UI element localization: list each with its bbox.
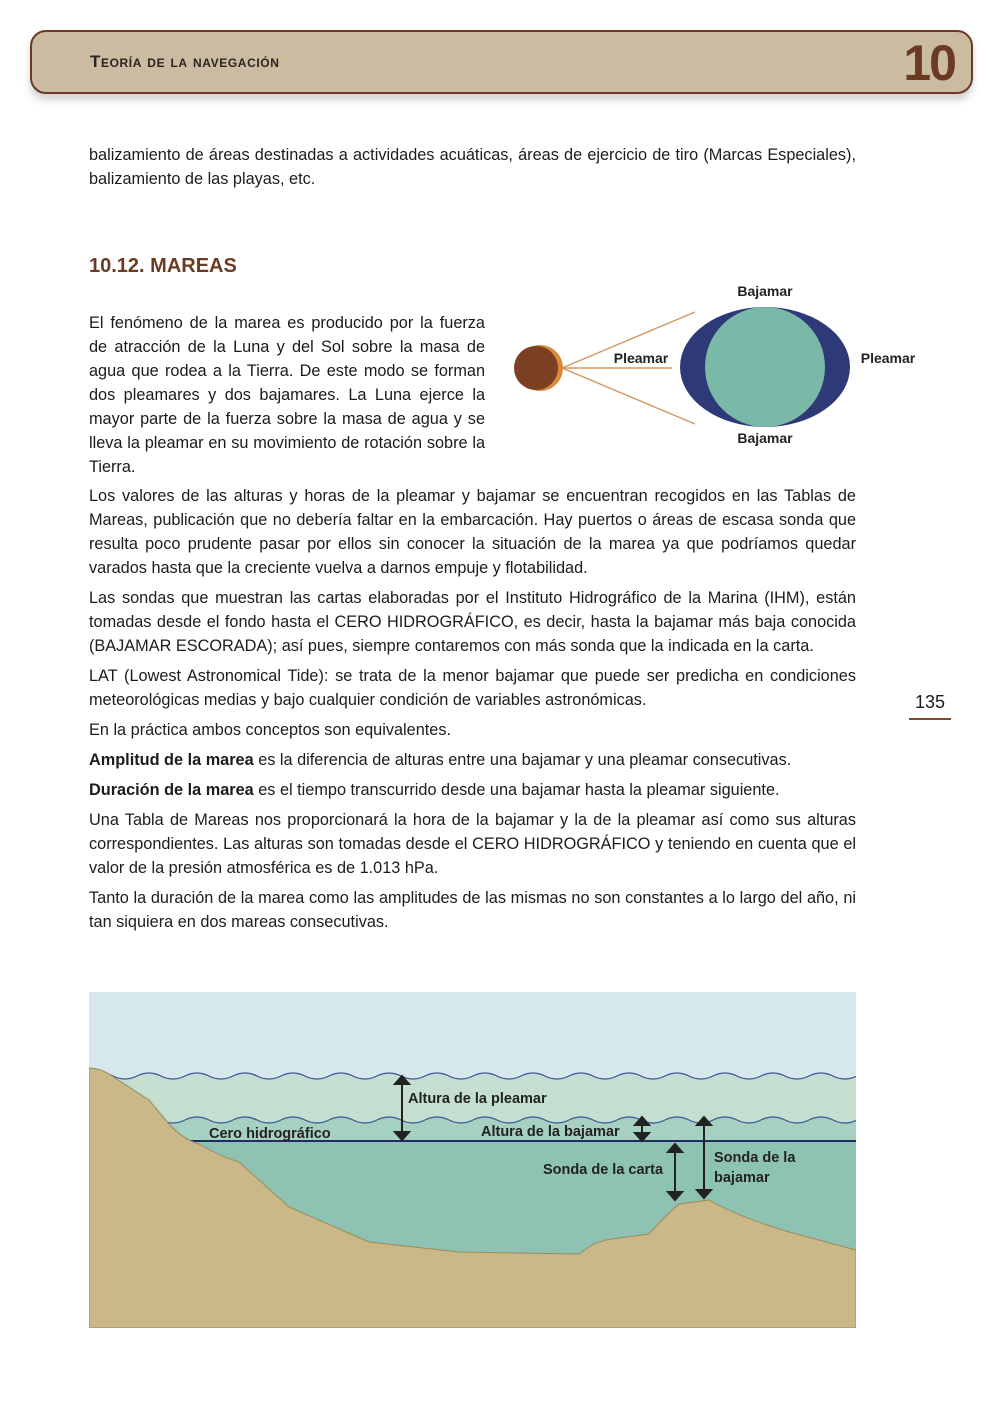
label-cero-hidrografico: Cero hidrográfico [209,1126,331,1142]
label-sonda-bajamar-line1: Sonda de la [714,1150,796,1166]
term-amplitud: Amplitud de la marea [89,751,254,769]
label-sonda-carta: Sonda de la carta [543,1162,664,1178]
attraction-lines [562,312,695,424]
label-pleamar-right: Pleamar [860,350,916,366]
earth-icon [705,307,825,427]
definition-amplitud: es la diferencia de alturas entre una bajamar y una pleamar consecutivas. [253,751,792,769]
paragraph: Tanto la duración de la marea como las amplitudes de las mismas no son constantes a lo largo del año, ni tan siquiera en dos mareas consecutivas. [89,889,856,931]
tide-earth-moon-diagram [510,278,930,453]
paragraph: Los valores de las alturas y horas de la pleamar y bajamar se encuentran recogidos en las Tablas de Mareas, publicación que no debería faltar en la embarcación. Hay puertos o áreas de escasa sonda que resulta poco prudente pasar por ellos sin conocer la situación de la marea ya que podríamos quedar varados hasta que la creciente vuelva a darnos empuje y flotabilidad. [89,487,856,577]
paragraph: Una Tabla de Mareas nos proporcionará la hora de la bajamar y la de la pleamar así como sus alturas correspondientes. Las alturas son tomadas desde el CERO HIDROGRÁFICO y teniendo en cuenta que el valor de la presión atmosférica es de 1.013 hPa. [89,811,856,877]
chapter-header [30,30,973,94]
definition-duracion: es el tiempo transcurrido desde una bajamar hasta la pleamar siguiente. [253,781,780,799]
page-number-underline [909,718,951,720]
paragraph-duracion [89,778,856,802]
paragraph: balizamiento de áreas destinadas a actividades acuáticas, áreas de ejercicio de tiro (Marcas Especiales), balizamiento de las playas, etc. [89,146,856,188]
section-intro: El fenómeno de la marea es producido por la fuerza de atracción de la Luna y del Sol sobre la masa de agua que rodea a la Tierra. De este modo se forman dos pleamares y dos bajamares. La Luna ejerce la mayor parte de la fuerza sobre la masa de agua y se lleva la pleamar en su movimiento de rotación sobre la Tierra. [89,314,485,476]
main-text [89,484,856,940]
label-altura-pleamar: Altura de la pleamar [408,1091,547,1107]
label-pleamar-left: Pleamar [613,350,669,366]
label-sonda-bajamar-line2: bajamar [714,1170,770,1186]
paragraph: LAT (Lowest Astronomical Tide): se trata de la menor bajamar que puede ser predicha en condiciones meteorológicas medias y bajo cualquier condición de variables astronómicas. [89,667,856,709]
label-bajamar-bottom: Bajamar [737,430,793,446]
label-bajamar-top: Bajamar [737,283,793,299]
chapter-number: 10 [903,35,955,91]
paragraph-amplitud [89,748,856,772]
tide-profile-diagram [89,992,856,1328]
continuation-paragraph [89,143,856,197]
chapter-title: Teoría de la navegación [90,52,280,71]
paragraph: Las sondas que muestran las cartas elaboradas por el Instituto Hidrográfico de la Marina (IHM), están tomadas desde el fondo hasta el CERO HIDROGRÁFICO, es decir, hasta la bajamar más baja conocida (BAJAMAR ESCORADA); así pues, siempre contaremos con más sonda que la indicada en la carta. [89,589,856,655]
term-duracion: Duración de la marea [89,781,254,799]
page-number: 135 [914,692,946,712]
paragraph: En la práctica ambos conceptos son equivalentes. [89,721,452,739]
label-altura-bajamar: Altura de la bajamar [481,1124,620,1140]
section-title: 10.12. MAREAS [89,255,237,277]
moon-icon [514,345,563,391]
